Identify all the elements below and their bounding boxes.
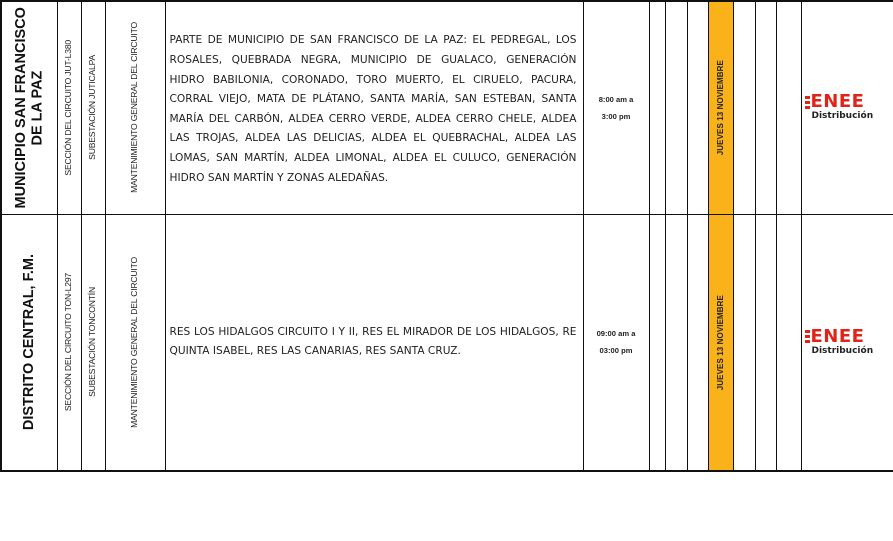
subestacion-cell bbox=[81, 1, 105, 214]
empty-cell bbox=[776, 1, 801, 214]
enee-logo-icon bbox=[802, 2, 893, 214]
logo-cell bbox=[801, 1, 893, 214]
logo-bars bbox=[805, 96, 810, 109]
empty-cell bbox=[687, 1, 708, 214]
municipio-cell bbox=[1, 214, 57, 471]
sectores-text: PARTE DE MUNICIPIO DE SAN FRANCISCO DE LA PAZ: EL PEDREGAL, LOS ROSALES, QUEBRADA NEGRA, MUNICIPIO DE GUALACO, GENERACIÓN HIDRO BABILONIA, CORONADO, TORO MUERTO, EL CIRUELO, PACURA, CORRAL VIEJO, MATA DE PLÁTANO, SANTA MARÍA, SAN ESTEBAN, SANTA MARÍA DEL CARBÓN, ALDEA CERRO VERDE, ALDEA CERRO CHELE, ALDEA LAS TROJAS, ALDEA LAS DELICIAS, ALDEA EL QUEBRACHAL, ALDEA LAS LOMAS, SAN MARTÍN, ALDEA LIMONAL, ALDEA EL CULUCO, GENERACIÓN HIDRO SAN MARTÍN Y ZONAS ALEDAÑAS. bbox=[166, 27, 583, 188]
empty-cell bbox=[649, 214, 665, 471]
empty-cell bbox=[733, 1, 755, 214]
logo-sub: Distribución bbox=[812, 346, 874, 357]
sectores-cell bbox=[165, 214, 583, 471]
fecha-cell bbox=[708, 214, 733, 471]
subestacion-label: SUBESTACIÓN JUTICALPA bbox=[88, 55, 98, 160]
trabajo-cell bbox=[105, 214, 165, 471]
hora-inicio: 8:00 am a bbox=[584, 91, 649, 108]
trabajo-label: MANTENIMIENTO GENERAL DEL CIRCUITO bbox=[130, 257, 140, 428]
fecha-label: JUEVES 13 NOVIEMBRE bbox=[716, 60, 725, 155]
sectores-text: RES LOS HIDALGOS CIRCUITO I Y II, RES EL MIRADOR DE LOS HIDALGOS, RE QUINTA ISABEL, RES LAS CANARIAS, RES SANTA CRUZ. bbox=[166, 323, 583, 362]
trabajo-label: MANTENIMIENTO GENERAL DEL CIRCUITO bbox=[130, 22, 140, 193]
seccion-label: SECCIÓN DEL CIRCUITO TON-L297 bbox=[64, 273, 74, 411]
horario bbox=[584, 325, 649, 359]
trabajo-cell bbox=[105, 1, 165, 214]
hora-fin: 3:00 pm bbox=[584, 108, 649, 125]
enee-logo-icon bbox=[802, 215, 893, 471]
table-row bbox=[1, 214, 893, 471]
fecha-label: JUEVES 13 NOVIEMBRE bbox=[716, 295, 725, 390]
empty-cell bbox=[665, 1, 687, 214]
sectores-cell bbox=[165, 1, 583, 214]
municipio-cell bbox=[1, 1, 57, 214]
horario bbox=[584, 91, 649, 125]
seccion-label: SECCIÓN DEL CIRCUITO JUT-L380 bbox=[64, 40, 74, 176]
seccion-cell bbox=[57, 214, 81, 471]
hora-fin: 03:00 pm bbox=[584, 342, 649, 359]
logo-cell bbox=[801, 214, 893, 471]
logo-sub: Distribución bbox=[812, 111, 874, 122]
empty-cell bbox=[665, 214, 687, 471]
horario-cell bbox=[583, 1, 649, 214]
subestacion-label: SUBESTACIÓN TONCONTÍN bbox=[88, 287, 98, 397]
logo-brand: ENEE bbox=[811, 93, 865, 111]
subestacion-cell bbox=[81, 214, 105, 471]
municipio-label: DISTRITO CENTRAL, F.M. bbox=[21, 254, 38, 430]
seccion-cell bbox=[57, 1, 81, 214]
municipio-label: MUNICIPIO SAN FRANCISCO DE LA PAZ bbox=[13, 2, 46, 214]
table-row bbox=[1, 1, 893, 214]
logo-brand: ENEE bbox=[811, 328, 865, 346]
empty-cell bbox=[755, 1, 776, 214]
fecha-cell bbox=[708, 1, 733, 214]
horario-cell bbox=[583, 214, 649, 471]
empty-cell bbox=[733, 214, 755, 471]
empty-cell bbox=[755, 214, 776, 471]
hora-inicio: 09:00 am a bbox=[584, 325, 649, 342]
logo-bars bbox=[805, 330, 810, 343]
empty-cell bbox=[687, 214, 708, 471]
empty-cell bbox=[776, 214, 801, 471]
empty-cell bbox=[649, 1, 665, 214]
